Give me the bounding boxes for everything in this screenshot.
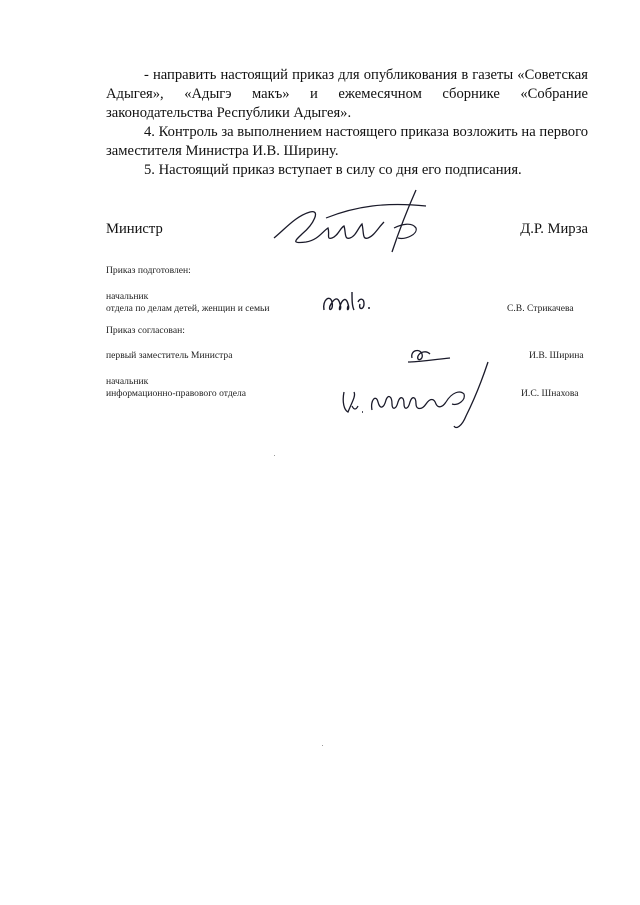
scan-speck	[322, 745, 323, 746]
body-text	[106, 66, 588, 180]
minister-name: Д.Р. Мирза	[520, 221, 588, 237]
minister-signature-image	[266, 188, 436, 258]
prepared-name: С.В. Стрикачева	[507, 303, 574, 314]
deputy-position: первый заместитель Министра	[106, 350, 233, 361]
legal-position-line1: начальник	[106, 376, 149, 387]
approved-heading: Приказ согласован:	[106, 325, 185, 336]
minister-title: Министр	[106, 221, 163, 237]
paragraph-effective: 5. Настоящий приказ вступает в силу со дня его подписания.	[144, 162, 522, 178]
prepared-position-line2: отдела по делам детей, женщин и семьи	[106, 303, 270, 314]
paragraph-control: 4. Контроль за выполнением настоящего приказа возложить на первого заместителя Министра И.В. Ширину.	[106, 124, 588, 159]
prepared-signature-image	[318, 288, 378, 318]
legal-name: И.С. Шнахова	[521, 388, 579, 399]
legal-signature-image	[338, 356, 498, 436]
legal-position	[106, 376, 246, 400]
deputy-name: И.В. Ширина	[529, 350, 584, 361]
paragraph-publication: - направить настоящий приказ для опубликования в газеты «Советская Адыгея», «Адыгэ макъ» и ежемесячном сборнике «Собрание законодательства Республики Адыгея».	[106, 67, 588, 121]
prepared-position	[106, 291, 270, 315]
prepared-position-line1: начальник	[106, 291, 149, 302]
legal-position-line2: информационно-правового отдела	[106, 388, 247, 399]
prepared-heading: Приказ подготовлен:	[106, 265, 191, 276]
scan-speck	[274, 455, 275, 456]
